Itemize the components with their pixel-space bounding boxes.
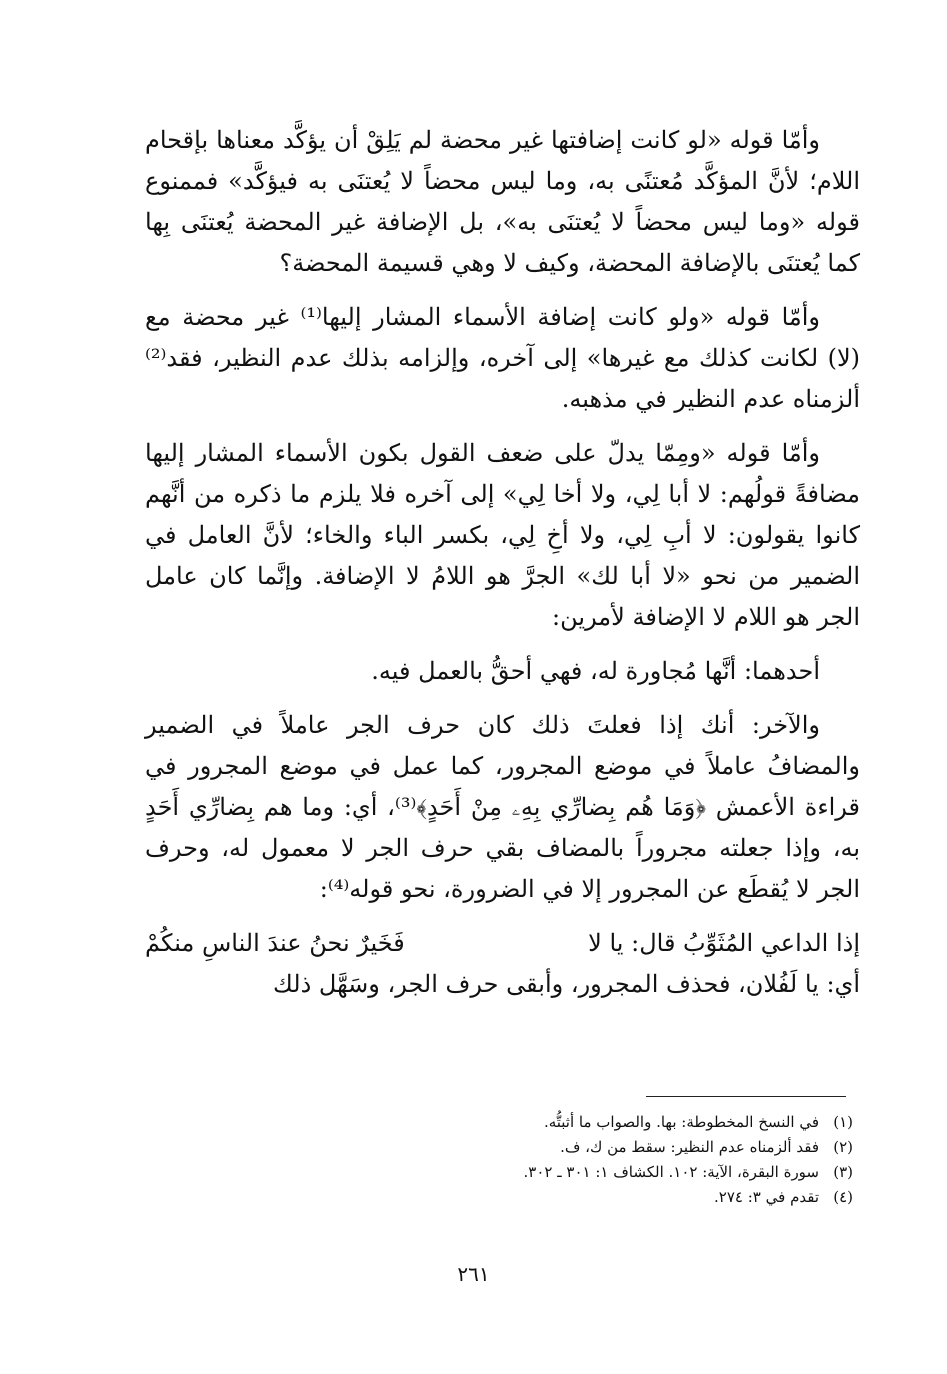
paragraph-1: وأمّا قوله «لو كانت إضافتها غير محضة لم يَلِقْ أن يؤكَّد معناها بإقحام اللام؛ لأنَّ المؤكَّد مُعتنًى به، وما ليس محضاً لا يُعتنَى به فيؤكَّد» فممنوع قوله «وما ليس محضاً لا يُعتنَى به»، بل الإضافة غير المحضة يُعتنَى بِها كما يُعتنَى بالإضافة المحضة، وكيف لا وهي قسيمة المحضة؟ [145, 126, 860, 277]
footnotes [300, 1110, 853, 1210]
paragraph-5: والآخر: أنك إذا فعلتَ ذلك كان حرف الجر عاملاً في الضمير والمضافُ عاملاً في موضع المجرور، كما عمل في موضع المجرور في قراءة الأعمش ﴿وَمَا هُم بِضارِّي بِهِۦ مِنْ أَحَدٍ﴾⁽³⁾، أي: وما هم بِضارِّي أَحَدٍ به، وإذا جعلته مجروراً بالمضاف بقي حرف الجر لا معمول له، وحرف الجر لا يُقطَع عن المجرور إلا في الضرورة، نحو قوله⁽⁴⁾: [145, 711, 860, 903]
footnote-number: (٢) [833, 1138, 853, 1156]
footnote-text: في النسخ المخطوطة: بها. والصواب ما أثبتُّه. [543, 1113, 819, 1131]
footnote-text: سورة البقرة، الآية: ١٠٢. الكشاف ١: ٣٠١ ـ ٣٠٢. [523, 1163, 819, 1181]
verse-right-hemistich: إذا الداعي المُثَوِّبُ قال: يا لا [588, 929, 860, 957]
footnote [300, 1185, 853, 1210]
footnote-number: (٤) [833, 1188, 853, 1206]
footnote-text: فقد ألزمناه عدم النظير: سقط من ك، ف. [560, 1138, 819, 1156]
footnote-number: (١) [833, 1113, 853, 1131]
footnote-number: (٣) [833, 1163, 853, 1181]
footnote [300, 1160, 853, 1185]
verse-left-hemistich: فَخَيرٌ نحنُ عندَ الناسِ منكُمْ [145, 929, 405, 957]
paragraph-4: أحدهما: أنَّها مُجاورة له، فهي أحقُّ بالعمل فيه. [371, 657, 820, 685]
footnote [300, 1135, 853, 1160]
paragraph-2: وأمّا قوله «ولو كانت إضافة الأسماء المشار إليها⁽¹⁾ غير محضة مع (لا) لكانت كذلك مع غيرها» إلى آخره، وإلزامه بذلك عدم النظير، فقد⁽²⁾ ألزمناه عدم النظير في مذهبه. [145, 303, 860, 413]
footnote-text: تقدم في ٣: ٢٧٤. [714, 1188, 819, 1206]
footnote [300, 1110, 853, 1135]
main-text [145, 120, 860, 1005]
continuation-line: أي: يا لَفُلان، فحذف المجرور، وأبقى حرف الجر، وسَهَّل ذلك [273, 970, 860, 998]
paragraph-3: وأمّا قوله «ومِمّا يدلّ على ضعف القول بكون الأسماء المشار إليها مضافةً قولُهم: لا أبا لِي، ولا أخا لِي» إلى آخره فلا يلزم ما ذكره من أنَّهم كانوا يقولون: لا أبِ لِي، ولا أخِ لِي، بكسر الباء والخاء؛ لأنَّ العامل في الضمير من نحو «لا أبا لك» الجرَّ هو اللامُ لا الإضافة. وإنَّما كان عامل الجر هو اللام لا الإضافة لأمرين: [145, 439, 860, 631]
poetry-verse [145, 923, 860, 964]
footnote-divider [646, 1096, 846, 1097]
page-number: ٢٦١ [457, 1262, 490, 1286]
